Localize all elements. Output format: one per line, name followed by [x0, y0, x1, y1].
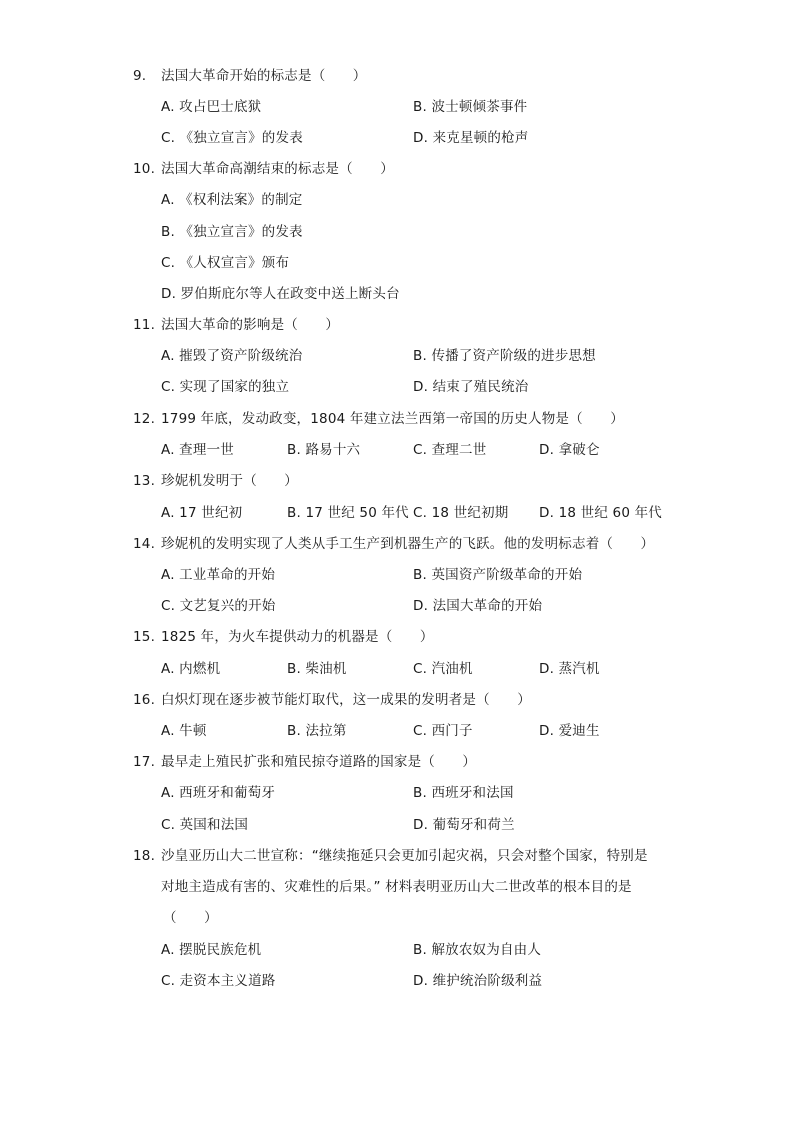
option-d[interactable]: D. 来克星顿的枪声	[413, 130, 529, 146]
option-c[interactable]: C. 查理二世	[413, 442, 487, 458]
question-stem: 法国大革命开始的标志是（ ）	[161, 68, 367, 84]
question-stem: 珍妮机发明于（ ）	[161, 473, 298, 489]
option-b[interactable]: B. 波士顿倾茶事件	[413, 99, 528, 115]
option-c[interactable]: C. 《人权宣言》颁布	[161, 255, 290, 271]
question-stem: 沙皇亚历山大二世宣称：“继续拖延只会更加引起灾祸，只会对整个国家，特别是	[161, 848, 648, 864]
option-a[interactable]: A. 17 世纪初	[161, 505, 243, 521]
option-a[interactable]: A. 西班牙和葡萄牙	[161, 785, 276, 801]
question-number: 12.	[133, 411, 156, 427]
question-number: 9.	[133, 68, 147, 84]
option-d[interactable]: D. 拿破仑	[539, 442, 600, 458]
option-c[interactable]: C. 英国和法国	[161, 817, 249, 833]
question-number: 10.	[133, 161, 156, 177]
question-number: 15.	[133, 629, 156, 645]
option-a[interactable]: A. 摧毁了资产阶级统治	[161, 348, 303, 364]
option-d[interactable]: D. 葡萄牙和荷兰	[413, 817, 515, 833]
option-b[interactable]: B. 西班牙和法国	[413, 785, 514, 801]
question-stem: 法国大革命的影响是（ ）	[161, 317, 340, 333]
option-d[interactable]: D. 爱迪生	[539, 723, 600, 739]
option-b[interactable]: B. 传播了资产阶级的进步思想	[413, 348, 596, 364]
question-stem: 最早走上殖民扩张和殖民掠夺道路的国家是（ ）	[161, 754, 477, 770]
option-c[interactable]: C. 汽油机	[413, 661, 473, 677]
option-c[interactable]: C. 实现了国家的独立	[161, 379, 290, 395]
option-b[interactable]: B. 解放农奴为自由人	[413, 942, 542, 958]
answer-blank: （ ）	[163, 910, 218, 926]
option-a[interactable]: A. 牛顿	[161, 723, 207, 739]
option-a[interactable]: A. 摆脱民族危机	[161, 942, 262, 958]
option-c[interactable]: C. 《独立宣言》的发表	[161, 130, 303, 146]
option-d[interactable]: D. 罗伯斯庇尔等人在政变中送上断头台	[161, 286, 400, 302]
option-b[interactable]: B. 路易十六	[287, 442, 361, 458]
option-b[interactable]: B. 法拉第	[287, 723, 347, 739]
option-b[interactable]: B. 《独立宣言》的发表	[161, 224, 303, 240]
option-a[interactable]: A. 工业革命的开始	[161, 567, 276, 583]
option-d[interactable]: D. 蒸汽机	[539, 661, 600, 677]
option-d[interactable]: D. 结束了殖民统治	[413, 379, 529, 395]
option-a[interactable]: A. 内燃机	[161, 661, 221, 677]
question-stem-line-2: 对地主造成有害的、灾难性的后果。” 材料表明亚历山大二世改革的根本目的是	[161, 879, 632, 895]
option-d[interactable]: D. 法国大革命的开始	[413, 598, 543, 614]
question-number: 11.	[133, 317, 156, 333]
option-c[interactable]: C. 文艺复兴的开始	[161, 598, 276, 614]
option-c[interactable]: C. 西门子	[413, 723, 473, 739]
question-stem: 珍妮机的发明实现了人类从手工生产到机器生产的飞跃。他的发明标志着（ ）	[161, 536, 655, 552]
question-number: 18.	[133, 848, 156, 864]
question-number: 14.	[133, 536, 156, 552]
question-number: 13.	[133, 473, 156, 489]
question-stem: 1825 年，为火车提供动力的机器是（ ）	[161, 629, 434, 645]
option-a[interactable]: A. 攻占巴士底狱	[161, 99, 262, 115]
question-number: 17.	[133, 754, 156, 770]
option-d[interactable]: D. 维护统治阶级利益	[413, 973, 543, 989]
option-a[interactable]: A. 查理一世	[161, 442, 234, 458]
option-a[interactable]: A. 《权利法案》的制定	[161, 192, 303, 208]
option-b[interactable]: B. 英国资产阶级革命的开始	[413, 567, 583, 583]
question-stem: 1799 年底，发动政变，1804 年建立法兰西第一帝国的历史人物是（ ）	[161, 411, 624, 427]
option-c[interactable]: C. 18 世纪初期	[413, 505, 509, 521]
option-b[interactable]: B. 17 世纪 50 年代	[287, 505, 409, 521]
question-number: 16.	[133, 692, 156, 708]
question-stem: 法国大革命高潮结束的标志是（ ）	[161, 161, 394, 177]
question-stem: 白炽灯现在逐步被节能灯取代，这一成果的发明者是（ ）	[161, 692, 531, 708]
option-c[interactable]: C. 走资本主义道路	[161, 973, 276, 989]
option-b[interactable]: B. 柴油机	[287, 661, 347, 677]
option-d[interactable]: D. 18 世纪 60 年代	[539, 505, 663, 521]
